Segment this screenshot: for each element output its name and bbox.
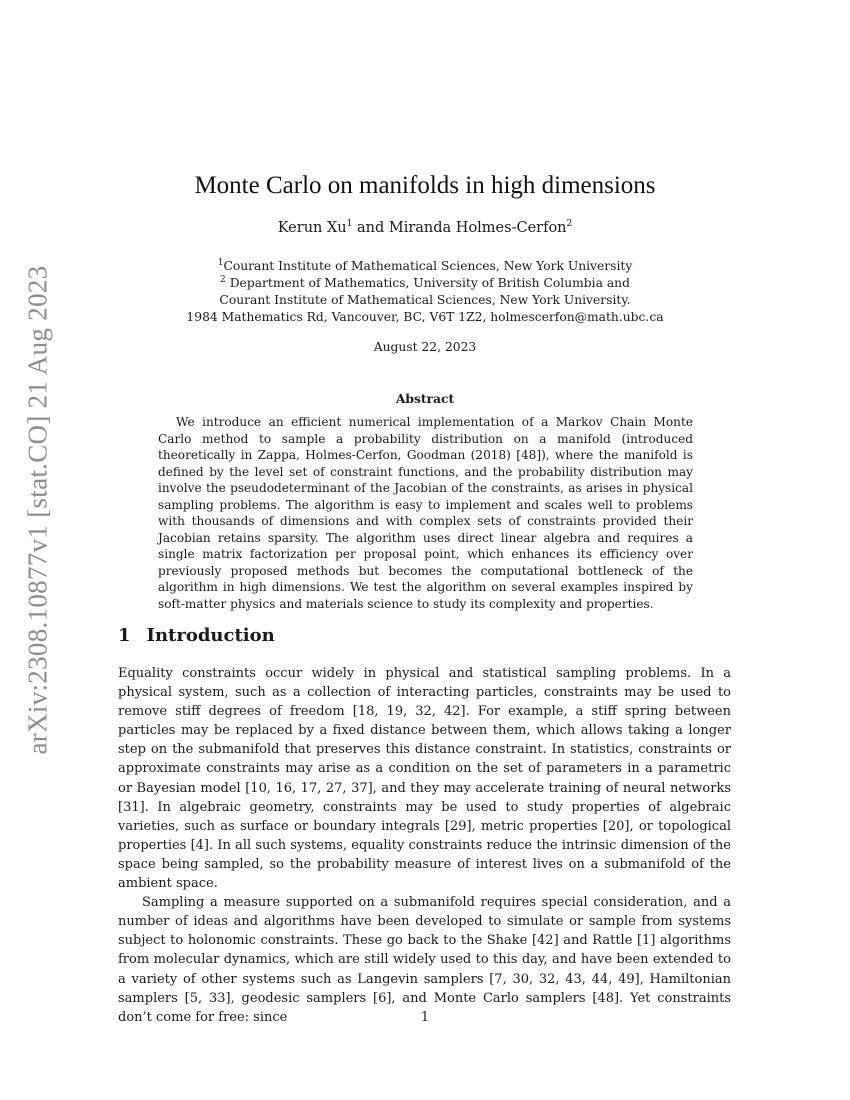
affiliation-1	[0, 258, 850, 275]
affiliation-2-text: Department of Mathematics, University of British Columbia and	[225, 276, 630, 290]
section-heading	[118, 625, 275, 646]
paragraph: Sampling a measure supported on a submanifold requires special consideration, and a number of ideas and algorithms have been developed to simulate or sample from systems subject to holonomic constraints. These go back to the Shake [42] and Rattle [1] algorithms from molecular dynamics, which are still widely used to this day, and have been extended to a variety of other systems such as Langevin samplers [7, 30, 32, 43, 44, 49], Hamiltonian samplers [5, 33], geodesic samplers [6], and Monte Carlo samplers [48]. Yet constraints don’t come for free: since	[118, 895, 731, 1025]
page-number: 1	[420, 1010, 430, 1025]
paragraph: Equality constraints occur widely in physical and statistical sampling problems. In a physical system, such as a collection of interacting particles, constraints may be used to remove stiff degrees of freedom [18, 19, 32, 42]. For example, a stiff spring between particles may be replaced by a fixed distance between them, which allows taking a longer step on the submanifold that preserves this distance constraint. In statistics, constraints or approximate constraints may arise as a condition on the set of parameters in a parametric or Bayesian model [10, 16, 17, 27, 37], and they may accelerate training of neural networks [31]. In algebraic geometry, constraints may be used to study properties of algebraic varieties, such as surface or boundary integrals [29], metric properties [20], or topological properties [4]. In all such systems, equality constraints reduce the intrinsic dimension of the space being sampled, so the probability measure of interest lives on a submanifold of the ambient space.	[118, 666, 731, 892]
body-text	[118, 664, 731, 1027]
paper-title: Monte Carlo on manifolds in high dimensions	[194, 172, 656, 199]
section-number: 1	[118, 625, 131, 646]
author-line	[0, 220, 850, 236]
author-1: Kerun Xu	[277, 220, 347, 236]
affiliation-address: 1984 Mathematics Rd, Vancouver, BC, V6T 1Z2, holmescerfon@math.ubc.ca	[186, 310, 664, 324]
affiliations-block	[0, 258, 850, 326]
affiliation-3: Courant Institute of Mathematical Sciences, New York University.	[219, 293, 631, 307]
affiliation-1-text: Courant Institute of Mathematical Sciences, New York University	[223, 259, 633, 273]
arxiv-stamp-text: arXiv:2308.10877v1 [stat.CO] 21 Aug 2023	[22, 265, 53, 755]
arxiv-identifier-stamp	[20, 260, 56, 760]
paper-date: August 22, 2023	[373, 340, 477, 354]
affiliation-2	[0, 275, 850, 292]
section-title: Introduction	[146, 625, 275, 646]
abstract-text: We introduce an efficient numerical implementation of a Markov Chain Monte Carlo method to sample a probability distribution on a manifold (introduced theoretically in Zappa, Holmes-Cerfon, Goodman (2018) [48]), where the manifold is defined by the level set of constraint functions, and the probability distribution may involve the pseudodeterminant of the Jacobian of the constraints, as arises in physical sampling problems. The algorithm is easy to implement and scales well to problems with thousands of dimensions and with complex sets of constraints provided their Jacobian retains sparsity. The algorithm uses direct linear algebra and requires a single matrix factorization per proposal point, which enhances its efficiency over previously proposed methods but becomes the computational bottleneck of the algorithm in high dimensions. We test the algorithm on several examples inspired by soft-matter physics and materials science to study its complexity and properties.	[158, 415, 693, 611]
author-2-affiliation-mark: 2	[566, 219, 573, 230]
abstract-heading: Abstract	[395, 391, 455, 406]
author-conjunction: and	[352, 220, 389, 236]
affiliation-1-mark: 1	[217, 257, 224, 268]
author-1-affiliation-mark: 1	[346, 219, 353, 230]
affiliation-2-mark: 2	[220, 274, 226, 285]
author-2: Miranda Holmes-Cerfon	[388, 220, 567, 236]
